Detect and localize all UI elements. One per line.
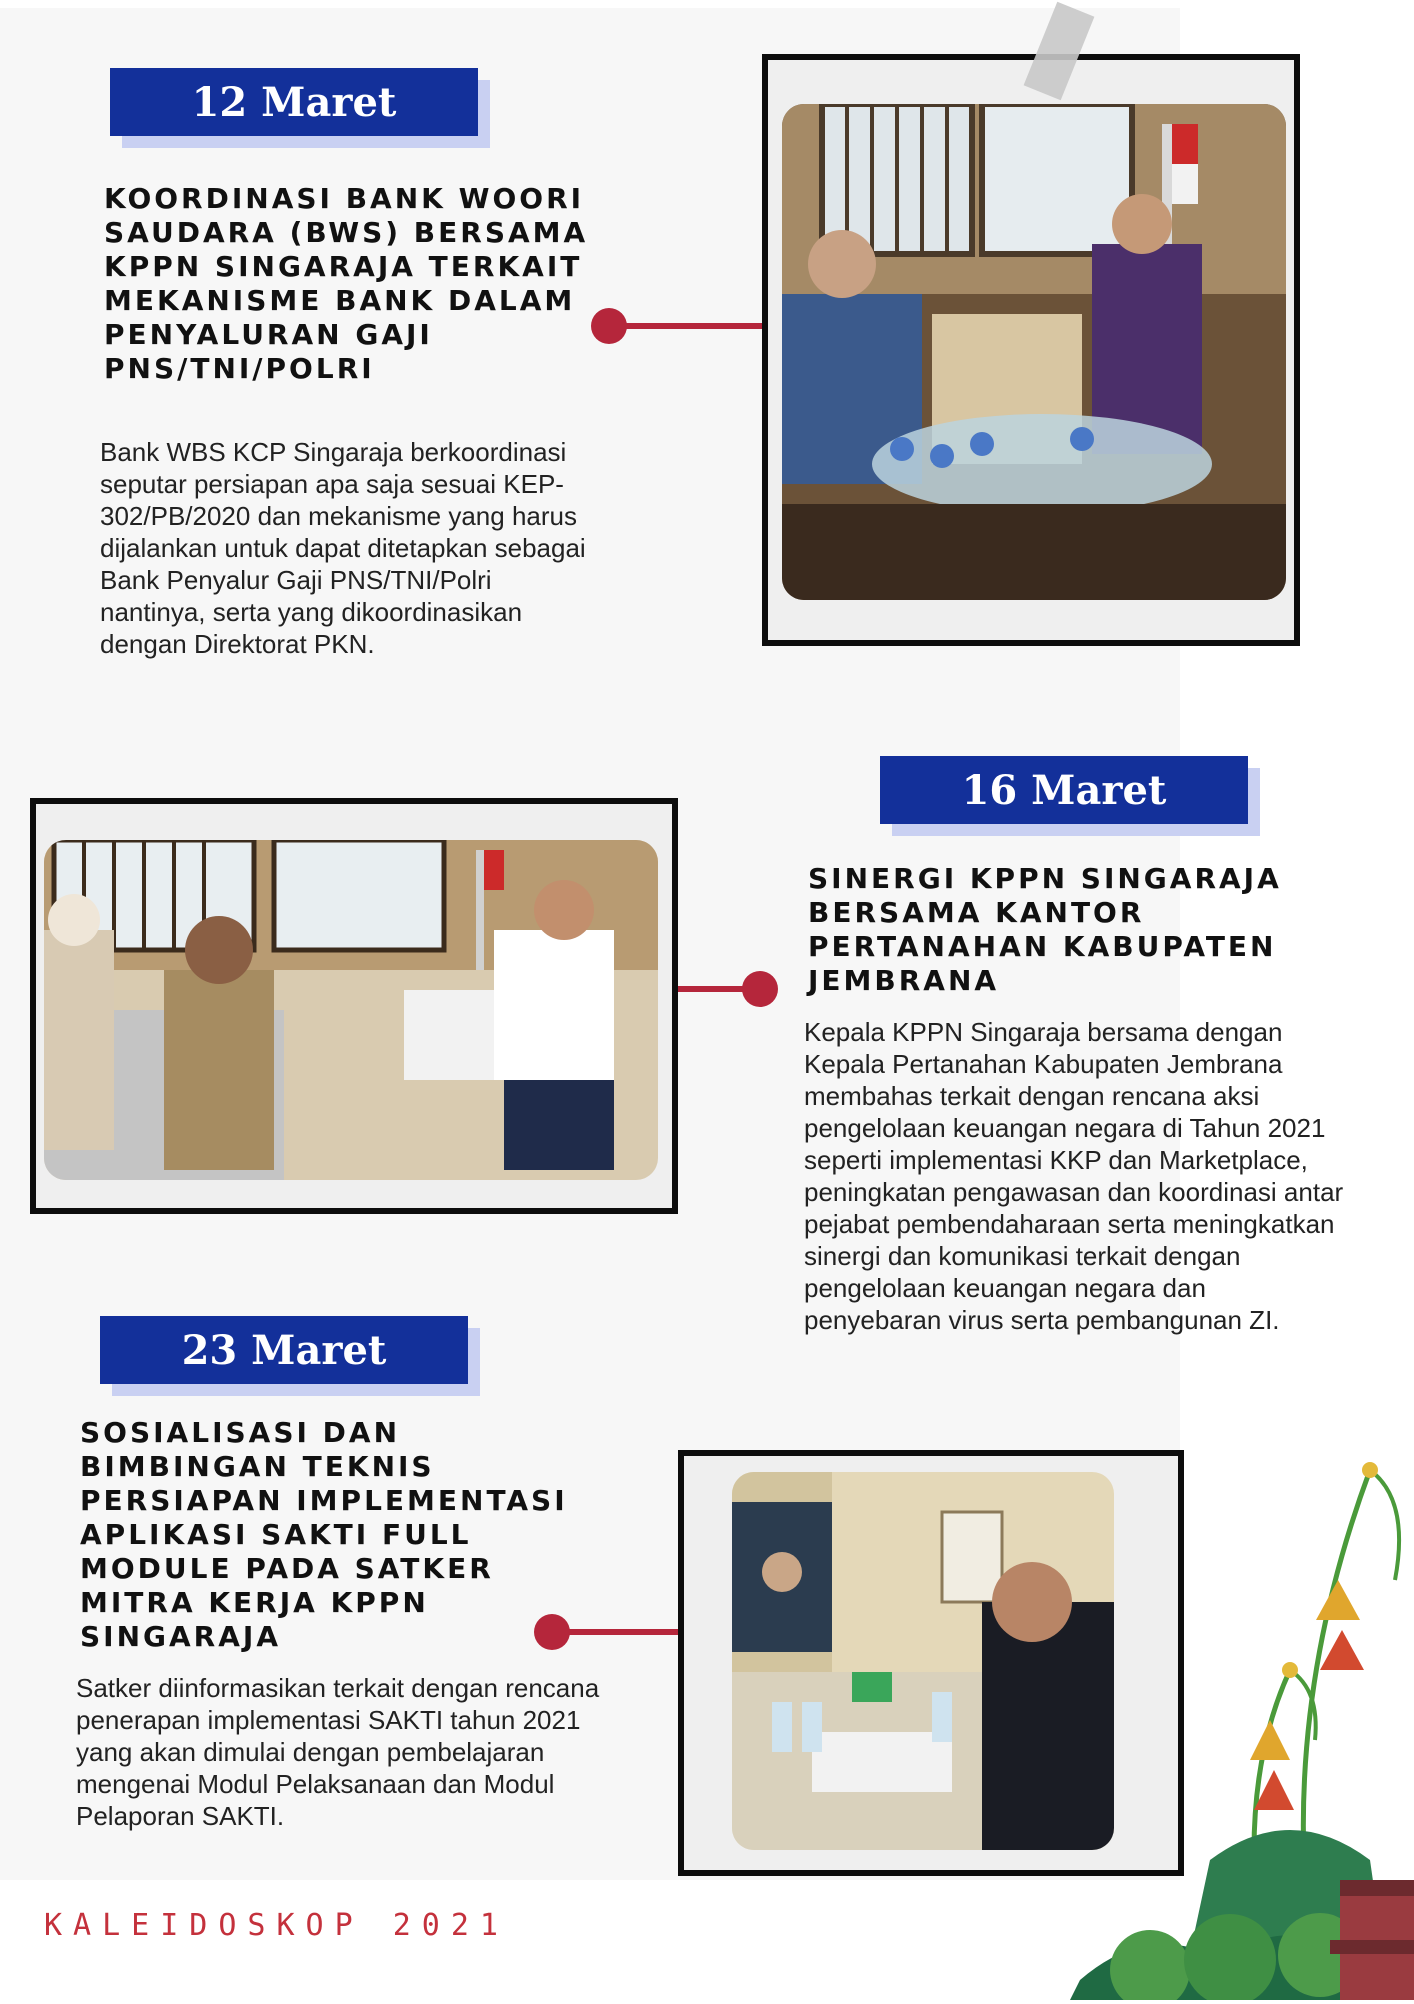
photo-frame-2: [30, 798, 678, 1214]
penjor-decoration: [1070, 1440, 1414, 2004]
meeting-photo-1: [782, 104, 1286, 600]
entry-heading-2: SINERGI KPPN SINGARAJA BERSAMA KANTOR PERTANAHAN KABUPATEN JEMBRANA: [808, 862, 1282, 997]
date-label: 16 Maret: [880, 756, 1248, 824]
entry-body-1: Bank WBS KCP Singaraja berkoordinasi seputar persiapan apa saja sesuai KEP-302/PB/2020 dan mekanisme yang harus dijalankan untuk dapat ditetapkan sebagai Bank Penyalur Gaji PNS/TNI/Polri nantinya, serta yang dikoordinasikan dengan Direktorat PKN.: [100, 437, 586, 659]
footer-label: KALEIDOSKOP 2021: [44, 1908, 509, 1943]
date-badge-3: [100, 1316, 468, 1384]
timeline-connector-3: [552, 1629, 682, 1635]
date-badge-1: [110, 68, 478, 136]
entry-heading-3: SOSIALISASI DAN BIMBINGAN TEKNIS PERSIAPAN IMPLEMENTASI APLIKASI SAKTI FULL MODULE PADA SATKER MITRA KERJA KPPN SINGARAJA: [80, 1416, 568, 1653]
meeting-photo-2: [44, 840, 658, 1180]
entry-body-3: Satker diinformasikan terkait dengan rencana penerapan implementasi SAKTI tahun 2021 yang akan dimulai dengan pembelajaran mengenai Modul Pelaksanaan dan Modul Pelaporan SAKTI.: [76, 1673, 600, 1831]
entry-heading-1: KOORDINASI BANK WOORI SAUDARA (BWS) BERSAMA KPPN SINGARAJA TERKAIT MEKANISME BANK DALAM PENYALURAN GAJI PNS/TNI/POLRI: [104, 182, 589, 385]
entry-body-2: Kepala KPPN Singaraja bersama dengan Kepala Pertanahan Kabupaten Jembrana membahas terkait dengan rencana aksi pengelolaan keuangan negara di Tahun 2021 seperti implementasi KKP dan Marketplace, peningkatan pengawasan dan koordinasi antar pejabat pembendaharaan serta meningkatkan sinergi dan komunikasi terkait dengan pengelolaan keuangan negara dan penyebaran virus serta pembangunan ZI.: [804, 1017, 1344, 1335]
photo-frame-1: [762, 54, 1300, 646]
timeline-dot-2: [742, 971, 778, 1007]
date-label: 12 Maret: [110, 68, 478, 136]
date-badge-2: [880, 756, 1248, 824]
timeline-connector-1: [609, 323, 765, 329]
date-label: 23 Maret: [100, 1316, 468, 1384]
meeting-photo-3: [732, 1472, 1114, 1850]
